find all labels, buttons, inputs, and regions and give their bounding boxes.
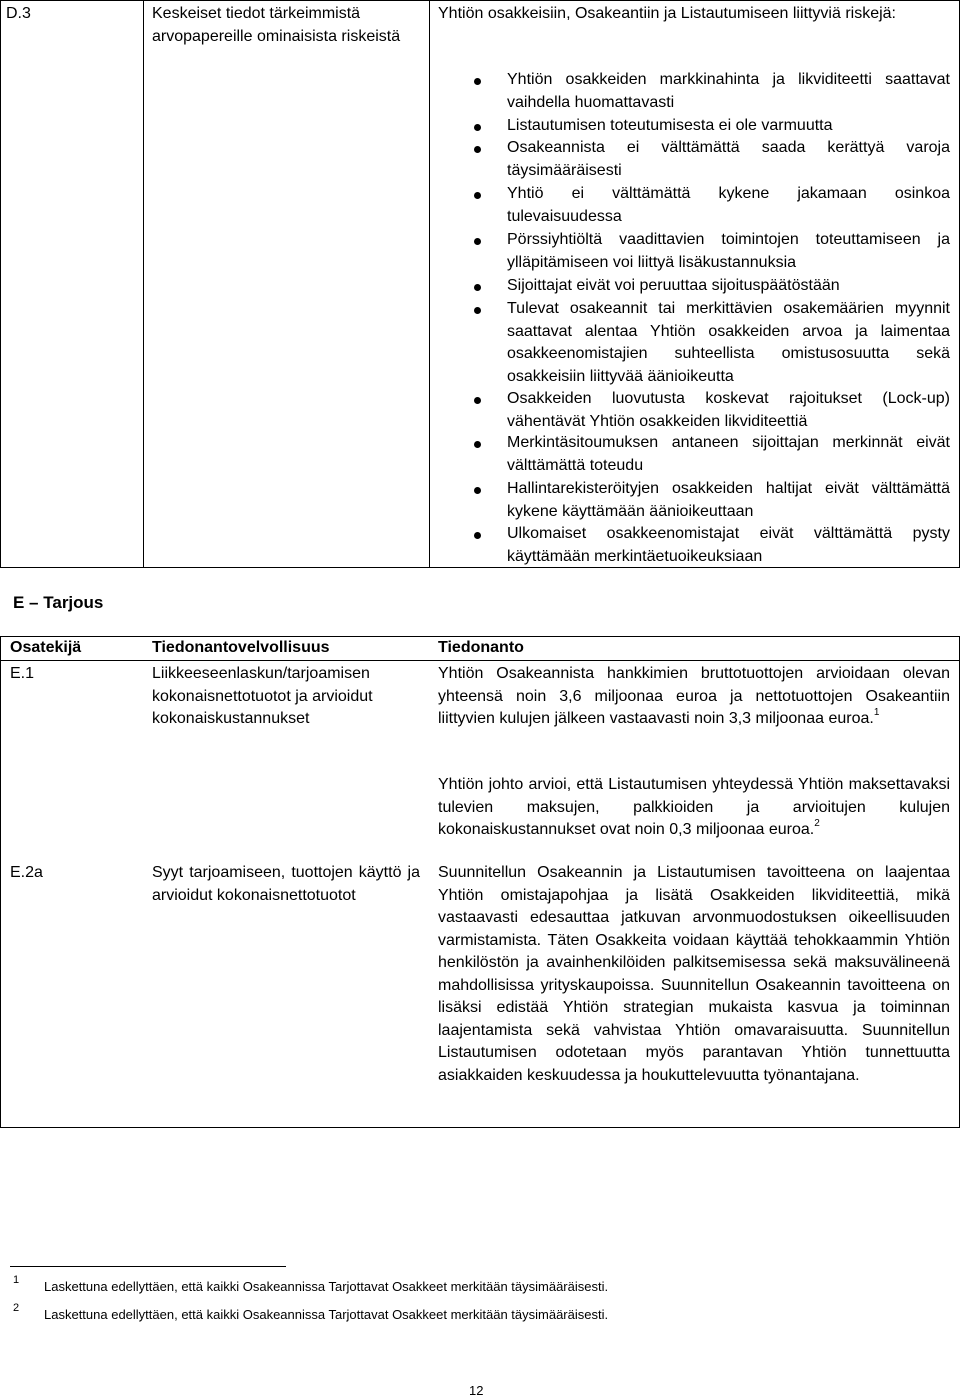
bullet-icon [474, 238, 481, 245]
list-item: Sijoittajat eivät voi peruuttaa sijoituspäätöstään [507, 277, 840, 294]
column-header-tiedonanto: Tiedonanto [438, 639, 524, 656]
d3-intro: Yhtiön osakkeisiin, Osakeantiin ja Listautumiseen liittyviä riskejä: [438, 5, 896, 22]
footnote-number: 1 [13, 1274, 20, 1286]
page-number: 12 [469, 1383, 484, 1398]
list-item: Osakkeiden luovutusta koskevat rajoitukset (Lock-up) vähentävät Yhtiön osakkeiden likviditeettiä [507, 390, 950, 430]
bullet-icon [474, 78, 481, 85]
bullet-icon [474, 487, 481, 494]
bullet-icon [474, 397, 481, 404]
column-header-osatekija: Osatekijä [10, 639, 82, 656]
bullet-icon [474, 124, 481, 131]
list-item: Yhtiö ei välttämättä kykene jakamaan osinkoa tulevaisuudessa [507, 185, 950, 225]
bullet-icon [474, 146, 481, 153]
footnote-ref: 2 [814, 817, 820, 829]
e2a-text: Suunnitellun Osakeannin ja Listautumisen tavoitteena on laajentaa Yhtiön omistajapohjaa ja lisätä Osakkeiden likviditeettiä, mikä vastaavasti edesauttaa jatkuvan arvonmuodostuksen oikeellisuuden varmistamista. Täten Osakkeita voidaan käyttää tehokkaammin Yhtiön henkilöstön ja avainhenkilöiden palkitsemisessa sekä maksuvälineenä mahdollisissa yrityskaupoissa. Suunnitellun Osakeannin tavoitteena on lisäksi edistää Yhtiön strategian mukaista kasvua ja toiminnan laajentamista sekä vahvistaa Yhtiön omavaraisuutta. Suunnitellun Listautumisen odotetaan myös parantavan Yhtiön tunnettuutta asiakkaiden keskuudessa ja houkuttelevuutta työnantajana. [438, 864, 950, 1084]
e2a-id: E.2a [10, 864, 43, 881]
list-item: Pörssiyhtiöltä vaadittavien toimintojen toteuttamiseen ja ylläpitämiseen voi liittyä lisäkustannuksia [507, 231, 950, 271]
footnote-number: 2 [13, 1302, 20, 1314]
e1-heading: Liikkeeseenlaskun/tarjoamisen kokonaisnettotuotot ja arvioidut kokonaiskustannukset [152, 665, 373, 727]
bullet-icon [474, 532, 481, 539]
list-item: Hallintarekisteröityjen osakkeiden haltijat eivät välttämättä kykene käyttämään äänioikeuttaan [507, 480, 950, 520]
bullet-icon [474, 192, 481, 199]
e1-paragraph-2: Yhtiön johto arvioi, että Listautumisen yhteydessä Yhtiön maksettavaksi tulevien maksujen, palkkioiden ja arvioitujen kulujen kokonaiskustannukset ovat noin 0,3 miljoonaa euroa.$^2$ [438, 776, 950, 838]
list-item: Ulkomaiset osakkeenomistajat eivät välttämättä pysty käyttämään merkintäetuoikeuksiaan [507, 525, 950, 565]
d3-heading: Keskeiset tiedot tärkeimmistä arvopapereille ominaisista riskeistä [152, 5, 401, 45]
footnote-ref: 1 [873, 706, 880, 718]
bullet-icon [474, 307, 481, 314]
section-title: E – Tarjous [13, 593, 104, 612]
bullet-icon [474, 284, 481, 291]
footnote-text: Laskettuna edellyttäen, että kaikki Osakeannissa Tarjottavat Osakkeet merkitään täysimääräisesti. [44, 1307, 609, 1322]
list-item: Tulevat osakeannit tai merkittävien osakemäärien myynnit saattavat alentaa Yhtiön osakkeiden arvoa ja laimentaa osakkeenomistajien suhteellista omistusosuutta sekä osakkeisiin liittyvää äänioikeutta [507, 300, 950, 385]
list-item: Merkintäsitoumuksen antaneen sijoittajan merkinnät eivät välttämättä toteudu [507, 434, 950, 474]
footnote-text: Laskettuna edellyttäen, että kaikki Osakeannissa Tarjottavat Osakkeet merkitään täysimääräisesti. [44, 1279, 609, 1294]
list-item: Yhtiön osakkeiden markkinahinta ja likviditeetti saattavat vaihdella huomattavasti [507, 71, 950, 111]
column-header-tiedonantovelvollisuus: Tiedonantovelvollisuus [152, 639, 330, 656]
e1-paragraph-1: Yhtiön Osakeannista hankkimien bruttotuottojen arvioidaan olevan yhteensä noin 3,6 miljoonaa euroa ja nettotuottojen Osakeantiin liittyvien kulujen jälkeen vastaavasti noin 3,3 miljoonaa euroa.$^1$ [438, 665, 950, 727]
list-item: Osakeannista ei välttämättä saada kerättyä varoja täysimääräisesti [507, 139, 950, 179]
bullet-icon [474, 441, 481, 448]
e1-id: E.1 [10, 665, 35, 682]
e2a-heading: Syyt tarjoamiseen, tuottojen käyttö ja arvioidut kokonaisnettotuotot [152, 864, 420, 904]
d3-id: D.3 [6, 5, 31, 22]
list-item: Listautumisen toteutumisesta ei ole varmuutta [507, 117, 833, 134]
footnote-separator [10, 1266, 286, 1267]
